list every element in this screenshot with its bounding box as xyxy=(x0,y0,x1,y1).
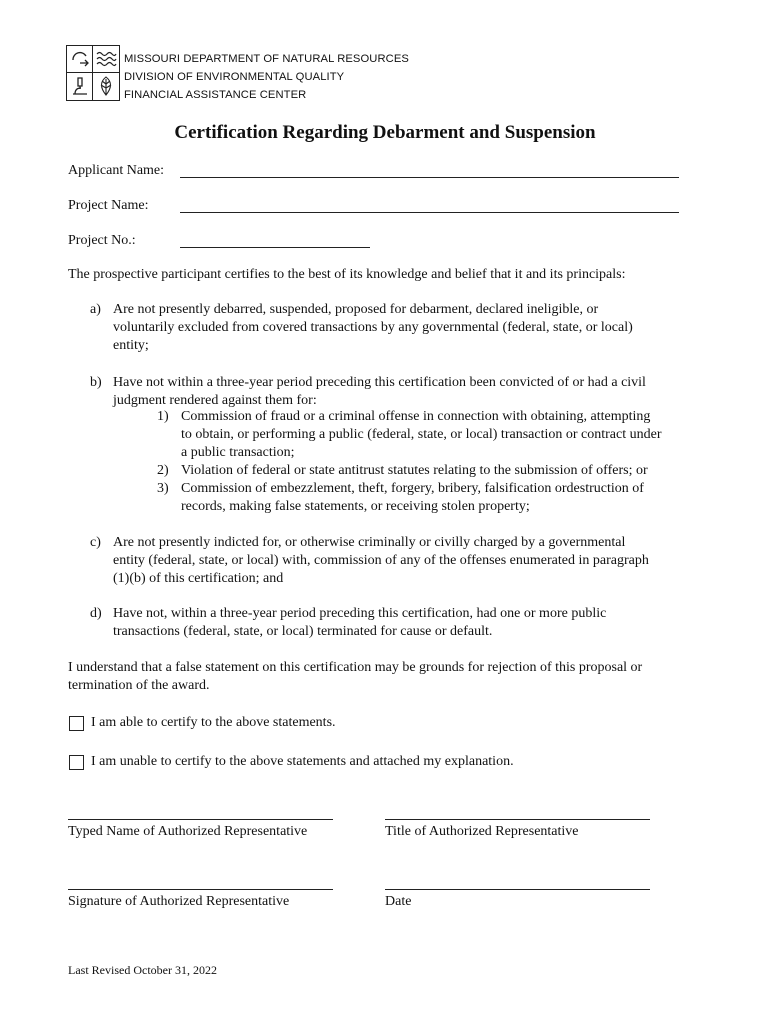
text-line: judgment rendered against them for: xyxy=(113,393,317,408)
signature-field[interactable] xyxy=(68,889,333,890)
able-to-certify-label: I am able to certify to the above statements. xyxy=(91,715,336,730)
item-b-marker: b) xyxy=(90,375,102,390)
leaf-icon xyxy=(93,73,119,100)
date-field[interactable] xyxy=(385,889,650,890)
microscope-icon xyxy=(67,73,93,100)
item-c-text xyxy=(113,534,649,588)
text-line: entity; xyxy=(113,338,149,353)
agency-line: FINANCIAL ASSISTANCE CENTER xyxy=(124,89,307,101)
project-name-field[interactable] xyxy=(180,212,679,213)
intro-text: The prospective participant certifies to the best of its knowledge and belief that it and its principals: xyxy=(68,267,626,282)
text-line: Commission of fraud or a criminal offense in connection with obtaining, attempting xyxy=(181,409,651,424)
recycle-arrow-icon xyxy=(67,46,93,73)
item-b3-text xyxy=(181,480,644,516)
text-line: Are not presently debarred, suspended, proposed for debarment, declared ineligible, or xyxy=(113,302,599,317)
project-no-label: Project No.: xyxy=(68,233,136,248)
text-line: entity (federal, state, or local) with, commission of any of the offenses enumerated in paragraph xyxy=(113,553,649,568)
text-line: a public transaction; xyxy=(181,445,295,460)
item-b2-marker: 2) xyxy=(157,463,169,478)
typed-name-field[interactable] xyxy=(68,819,333,820)
text-line: Violation of federal or state antitrust statutes relating to the submission of offers; or xyxy=(181,463,648,478)
signature-label: Signature of Authorized Representative xyxy=(68,894,290,909)
item-b-text xyxy=(113,374,646,410)
water-waves-icon xyxy=(93,46,119,73)
text-line: (1)(b) of this certification; and xyxy=(113,571,284,586)
item-b2-text xyxy=(181,462,648,480)
text-line: Have not within a three-year period preceding this certification been convicted of or had a civil xyxy=(113,375,646,390)
last-revised-footer: Last Revised October 31, 2022 xyxy=(68,963,217,977)
text-line: I understand that a false statement on this certification may be grounds for rejection of this proposal or xyxy=(68,660,643,675)
able-to-certify-checkbox[interactable] xyxy=(69,716,84,731)
project-name-label: Project Name: xyxy=(68,198,149,213)
agency-line: MISSOURI DEPARTMENT OF NATURAL RESOURCES xyxy=(124,53,409,65)
page-title: Certification Regarding Debarment and Suspension xyxy=(174,122,596,143)
text-line: Commission of embezzlement, theft, forgery, bribery, falsification ordestruction of xyxy=(181,481,644,496)
item-d-marker: d) xyxy=(90,606,102,621)
item-a-text xyxy=(113,301,633,355)
agency-line: DIVISION OF ENVIRONMENTAL QUALITY xyxy=(124,71,345,83)
title-field[interactable] xyxy=(385,819,650,820)
applicant-name-field[interactable] xyxy=(180,177,679,178)
text-line: records, making false statements, or receiving stolen property; xyxy=(181,499,530,514)
date-label: Date xyxy=(385,894,412,909)
unable-to-certify-checkbox[interactable] xyxy=(69,755,84,770)
typed-name-label: Typed Name of Authorized Representative xyxy=(68,824,308,839)
agency-header xyxy=(124,50,409,104)
item-c-marker: c) xyxy=(90,535,101,550)
item-d-text xyxy=(113,605,606,641)
text-line: transactions (federal, state, or local) terminated for cause or default. xyxy=(113,624,493,639)
text-line: termination of the award. xyxy=(68,678,210,693)
false-statement-notice xyxy=(68,659,642,695)
applicant-name-label: Applicant Name: xyxy=(68,163,165,178)
item-b1-text xyxy=(181,408,661,462)
text-line: Have not, within a three-year period preceding this certification, had one or more public xyxy=(113,606,607,621)
item-b1-marker: 1) xyxy=(157,409,169,424)
department-logo xyxy=(66,45,120,101)
title-label: Title of Authorized Representative xyxy=(385,824,579,839)
item-b3-marker: 3) xyxy=(157,481,169,496)
project-no-field[interactable] xyxy=(180,247,370,248)
item-a-marker: a) xyxy=(90,302,101,317)
text-line: Are not presently indicted for, or otherwise criminally or civilly charged by a governmental xyxy=(113,535,626,550)
unable-to-certify-label: I am unable to certify to the above statements and attached my explanation. xyxy=(91,754,514,769)
text-line: to obtain, or performing a public (federal, state, or local) transaction or contract under xyxy=(181,427,662,442)
text-line: voluntarily excluded from covered transactions by any governmental (federal, state, or local) xyxy=(113,320,633,335)
